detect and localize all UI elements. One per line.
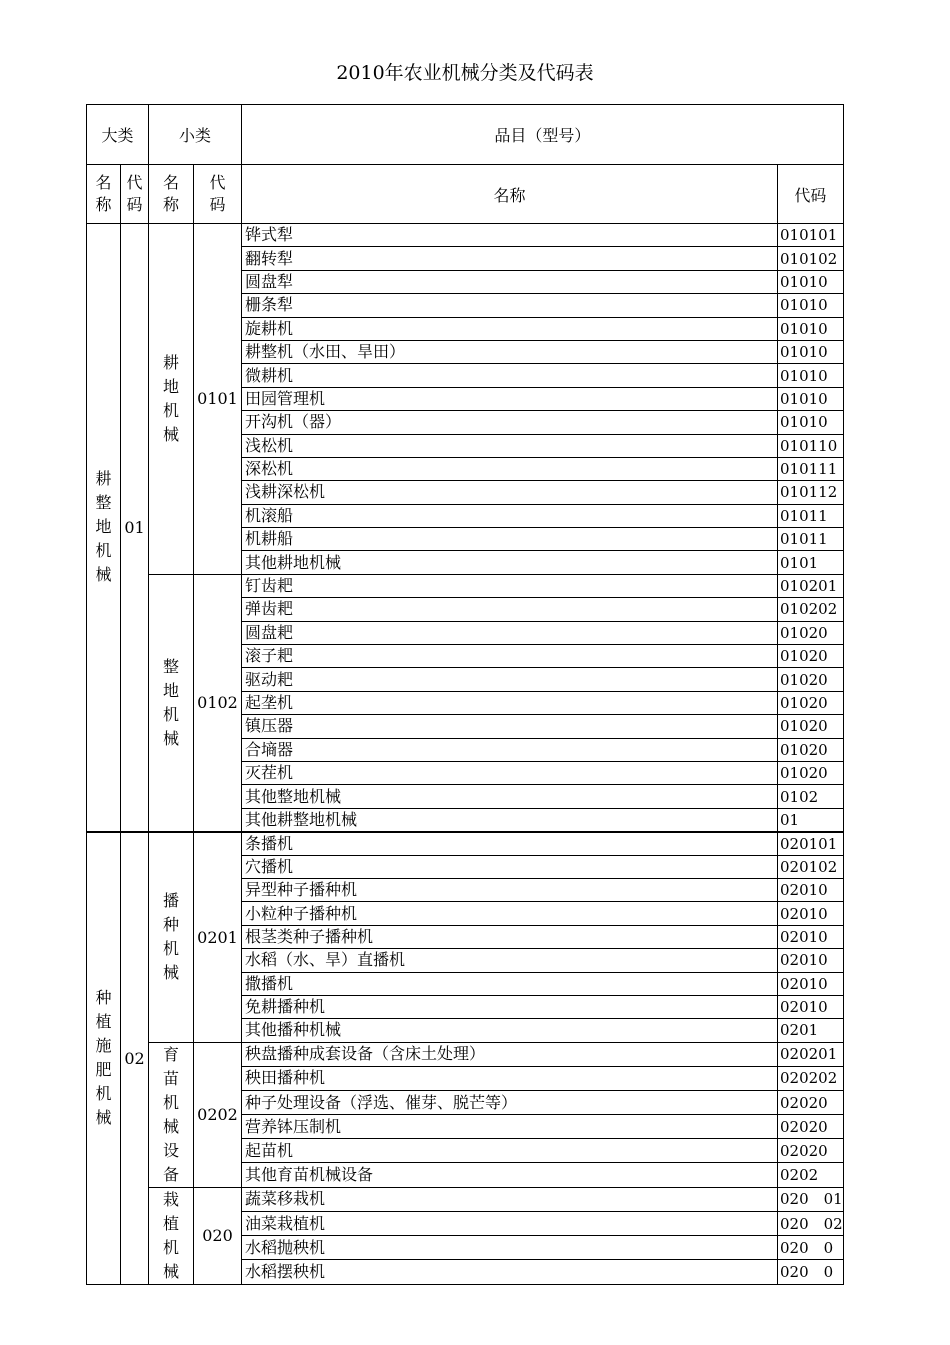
minor-category-name: 栽 植 机 械 bbox=[149, 1187, 194, 1284]
item-code: 010202 bbox=[778, 598, 844, 621]
item-code-header: 代码 bbox=[778, 165, 844, 224]
item-name: 其他耕地机械 bbox=[242, 551, 778, 574]
classification-table bbox=[86, 104, 844, 1285]
item-name: 机耕船 bbox=[242, 528, 778, 551]
item-name: 翻转犁 bbox=[242, 247, 778, 270]
major-category-header: 大类 bbox=[87, 105, 149, 165]
item-code: 010112 bbox=[778, 481, 844, 504]
item-header: 品目（型号） bbox=[242, 105, 844, 165]
item-code: 010111 bbox=[778, 457, 844, 480]
minor-category-name: 耕 地 机 械 bbox=[149, 224, 194, 575]
item-code: 01010 bbox=[778, 387, 844, 410]
item-name: 圆盘耙 bbox=[242, 621, 778, 644]
item-name: 秧田播种机 bbox=[242, 1066, 778, 1090]
minor-code-header: 代 码 bbox=[194, 165, 242, 224]
item-code: 01020 bbox=[778, 621, 844, 644]
major-category-name: 耕 整 地 机 械 bbox=[87, 224, 121, 832]
header-row-2 bbox=[87, 165, 844, 224]
item-code: 01020 bbox=[778, 715, 844, 738]
item-name: 油菜栽植机 bbox=[242, 1211, 778, 1235]
header-row-1 bbox=[87, 105, 844, 165]
major-name-header: 名 称 bbox=[87, 165, 121, 224]
minor-category-name: 整 地 机 械 bbox=[149, 574, 194, 831]
minor-category-code: 0201 bbox=[194, 832, 242, 1043]
minor-category-name: 育 苗 机 械 设 备 bbox=[149, 1042, 194, 1187]
item-name: 穴播机 bbox=[242, 855, 778, 878]
minor-name-header: 名 称 bbox=[149, 165, 194, 224]
item-name: 耕整机（水田、旱田） bbox=[242, 340, 778, 363]
item-name: 深松机 bbox=[242, 457, 778, 480]
item-name: 其他整地机械 bbox=[242, 785, 778, 808]
item-name: 田园管理机 bbox=[242, 387, 778, 410]
item-code: 02010 bbox=[778, 878, 844, 901]
item-name: 开沟机（器） bbox=[242, 411, 778, 434]
table-row bbox=[87, 1042, 844, 1066]
item-name: 驱动耙 bbox=[242, 668, 778, 691]
item-name: 圆盘犁 bbox=[242, 270, 778, 293]
table-row bbox=[87, 1187, 844, 1211]
item-code: 01 bbox=[778, 808, 844, 831]
table-row bbox=[87, 224, 844, 247]
item-code: 0201 bbox=[778, 1019, 844, 1042]
item-code: 02010 bbox=[778, 972, 844, 995]
item-name: 水稻摆秧机 bbox=[242, 1260, 778, 1284]
item-name: 浅松机 bbox=[242, 434, 778, 457]
item-name: 滚子耙 bbox=[242, 645, 778, 668]
minor-category-name: 播 种 机 械 bbox=[149, 832, 194, 1043]
item-code: 020201 bbox=[778, 1042, 844, 1066]
item-code: 020 0 bbox=[778, 1260, 844, 1284]
item-name: 合墒器 bbox=[242, 738, 778, 761]
item-name: 种子处理设备（浮选、催芽、脱芒等） bbox=[242, 1090, 778, 1114]
item-code: 020 0 bbox=[778, 1236, 844, 1260]
item-name: 浅耕深松机 bbox=[242, 481, 778, 504]
item-name: 钉齿耙 bbox=[242, 574, 778, 597]
item-name: 镇压器 bbox=[242, 715, 778, 738]
item-name: 铧式犁 bbox=[242, 224, 778, 247]
minor-category-code: 0101 bbox=[194, 224, 242, 575]
item-name: 旋耕机 bbox=[242, 317, 778, 340]
major-category-code: 01 bbox=[121, 224, 149, 832]
item-code: 01010 bbox=[778, 411, 844, 434]
item-name: 秧盘播种成套设备（含床土处理） bbox=[242, 1042, 778, 1066]
item-name: 撒播机 bbox=[242, 972, 778, 995]
item-name: 蔬菜移栽机 bbox=[242, 1187, 778, 1211]
item-name: 营养钵压制机 bbox=[242, 1115, 778, 1139]
item-name: 栅条犁 bbox=[242, 294, 778, 317]
item-code: 01020 bbox=[778, 691, 844, 714]
item-code: 01020 bbox=[778, 668, 844, 691]
item-code: 01010 bbox=[778, 294, 844, 317]
item-name: 机滚船 bbox=[242, 504, 778, 527]
item-code: 02010 bbox=[778, 949, 844, 972]
item-name: 其他耕整地机械 bbox=[242, 808, 778, 831]
item-code: 01010 bbox=[778, 340, 844, 363]
item-code: 010201 bbox=[778, 574, 844, 597]
table-row bbox=[87, 574, 844, 597]
item-name: 免耕播种机 bbox=[242, 995, 778, 1018]
item-code: 020 02 bbox=[778, 1211, 844, 1235]
item-name: 弹齿耙 bbox=[242, 598, 778, 621]
item-code: 010101 bbox=[778, 224, 844, 247]
item-code: 020 01 bbox=[778, 1187, 844, 1211]
item-name: 根茎类种子播种机 bbox=[242, 925, 778, 948]
item-code: 0202 bbox=[778, 1163, 844, 1187]
item-code: 01011 bbox=[778, 528, 844, 551]
minor-category-code: 020 bbox=[194, 1187, 242, 1284]
item-code: 02010 bbox=[778, 995, 844, 1018]
minor-category-code: 0202 bbox=[194, 1042, 242, 1187]
item-name-header: 名称 bbox=[242, 165, 778, 224]
item-name: 微耕机 bbox=[242, 364, 778, 387]
item-code: 02020 bbox=[778, 1139, 844, 1163]
item-code: 01010 bbox=[778, 364, 844, 387]
table-row bbox=[87, 832, 844, 855]
item-code: 02020 bbox=[778, 1115, 844, 1139]
item-code: 020102 bbox=[778, 855, 844, 878]
minor-category-code: 0102 bbox=[194, 574, 242, 831]
item-name: 异型种子播种机 bbox=[242, 878, 778, 901]
item-name: 起苗机 bbox=[242, 1139, 778, 1163]
item-name: 其他育苗机械设备 bbox=[242, 1163, 778, 1187]
item-code: 01010 bbox=[778, 270, 844, 293]
major-category-name: 种 植 施 肥 机 械 bbox=[87, 832, 121, 1285]
item-code: 01020 bbox=[778, 738, 844, 761]
item-code: 010110 bbox=[778, 434, 844, 457]
item-code: 01011 bbox=[778, 504, 844, 527]
item-code: 02020 bbox=[778, 1090, 844, 1114]
item-name: 条播机 bbox=[242, 832, 778, 855]
item-code: 02010 bbox=[778, 902, 844, 925]
item-code: 010102 bbox=[778, 247, 844, 270]
page-title: 2010年农业机械分类及代码表 bbox=[336, 62, 594, 84]
item-code: 020101 bbox=[778, 832, 844, 855]
major-code-header: 代 码 bbox=[121, 165, 149, 224]
item-name: 水稻（水、旱）直播机 bbox=[242, 949, 778, 972]
item-code: 01010 bbox=[778, 317, 844, 340]
item-code: 020202 bbox=[778, 1066, 844, 1090]
minor-category-header: 小类 bbox=[149, 105, 242, 165]
item-name: 起垄机 bbox=[242, 691, 778, 714]
item-name: 水稻抛秧机 bbox=[242, 1236, 778, 1260]
item-name: 灭茬机 bbox=[242, 761, 778, 784]
item-code: 01020 bbox=[778, 645, 844, 668]
item-code: 02010 bbox=[778, 925, 844, 948]
item-code: 0101 bbox=[778, 551, 844, 574]
item-code: 01020 bbox=[778, 761, 844, 784]
item-name: 小粒种子播种机 bbox=[242, 902, 778, 925]
item-code: 0102 bbox=[778, 785, 844, 808]
item-name: 其他播种机械 bbox=[242, 1019, 778, 1042]
major-category-code: 02 bbox=[121, 832, 149, 1285]
